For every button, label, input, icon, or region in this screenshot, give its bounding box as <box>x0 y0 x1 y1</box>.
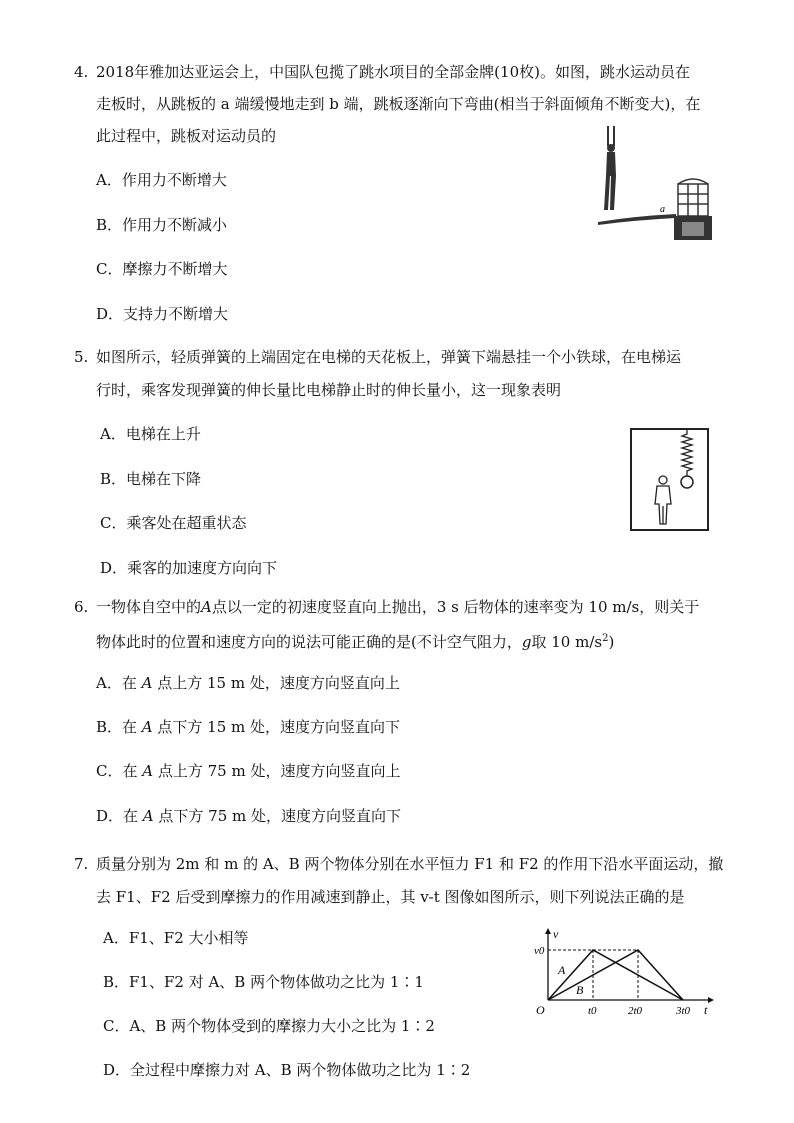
series-a-label: A <box>558 963 566 977</box>
q4-option-a[interactable]: A．作用力不断增大 <box>96 171 227 189</box>
q7-option-a[interactable]: A．F1、F2 大小相等 <box>103 929 249 947</box>
q4-option-b[interactable]: B．作用力不断减小 <box>96 216 228 234</box>
q5-option-b[interactable]: B．电梯在下降 <box>100 470 202 488</box>
elevator-box <box>631 429 708 530</box>
2t0-label: 2t0 <box>628 1005 643 1017</box>
q6-stem-line1: 一物体自空中的A点以一定的初速度竖直向上抛出，3 s 后物体的速率变为 10 m/s，则关于 <box>96 598 700 616</box>
q5-option-a[interactable]: A．电梯在上升 <box>100 425 201 443</box>
q5-stem-line1: 如图所示，轻质弹簧的上端固定在电梯的天花板上，弹簧下端悬挂一个小铁球，在电梯运 <box>96 348 682 366</box>
passenger-icon <box>655 476 671 524</box>
q6-option-d[interactable]: D．在 A 点下方 75 m 处，速度方向竖直向下 <box>96 807 402 825</box>
q7-stem-line2: 去 F1、F2 后受到摩擦力的作用减速到静止，其 v-t 图像如图所示，则下列说法正确的是 <box>96 888 685 906</box>
diving-board <box>598 214 676 225</box>
q4-stem-line1: 2018年雅加达亚运会上，中国队包揽了跳水项目的全部金牌(10枚)。如图，跳水运动员在 <box>96 63 690 81</box>
series-a-line <box>548 950 683 1000</box>
q4-number: 4. <box>74 63 89 81</box>
platform-structure <box>678 179 708 216</box>
origin-label: O <box>536 1003 545 1017</box>
q6-option-c[interactable]: C．在 A 点上方 75 m 处，速度方向竖直向上 <box>96 762 401 780</box>
q6-stem-line2: 物体此时的位置和速度方向的说法可能正确的是(不计空气阻力，g取 10 $m/s^2$) <box>96 633 615 651</box>
elevator-spring-figure <box>630 428 710 532</box>
3t0-label: 3t0 <box>676 1005 691 1017</box>
vt-graph <box>528 926 714 1020</box>
spring-icon <box>682 430 692 476</box>
q4-stem-line2: 走板时，从跳板的 a 端缓慢地走到 b 端，跳板逐渐向下弯曲(相当于斜面倾角不断变大)，在 <box>96 95 701 113</box>
q7-option-b[interactable]: B．F1、F2 对 A、B 两个物体做功之比为 1∶1 <box>103 973 424 991</box>
diver-figure <box>604 126 616 210</box>
diving-board-figure <box>596 124 716 242</box>
q4-option-d[interactable]: D．支持力不断增大 <box>96 305 229 323</box>
t0-label: t0 <box>588 1005 597 1017</box>
t-axis-label: t <box>704 1003 708 1017</box>
v-axis-label: v <box>553 927 559 941</box>
v0-label: v0 <box>534 945 545 957</box>
q4-option-c[interactable]: C．摩擦力不断增大 <box>96 260 228 278</box>
q7-option-c[interactable]: C．A、B 两个物体受到的摩擦力大小之比为 1∶2 <box>103 1017 435 1035</box>
q5-number: 5. <box>74 348 89 366</box>
q6-option-b[interactable]: B．在 A 点下方 15 m 处，速度方向竖直向下 <box>96 718 401 736</box>
q5-option-d[interactable]: D．乘客的加速度方向向下 <box>100 559 278 577</box>
q4-stem-line3: 此过程中，跳板对运动员的 <box>96 127 277 145</box>
q7-number: 7. <box>74 855 89 873</box>
series-b-line <box>548 950 683 1000</box>
board-label-a: a <box>660 204 665 215</box>
q5-stem-line2: 行时，乘客发现弹簧的伸长量比电梯静止时的伸长量小，这一现象表明 <box>96 381 562 399</box>
q7-option-d[interactable]: D．全过程中摩擦力对 A、B 两个物体做功之比为 1∶2 <box>103 1061 471 1079</box>
iron-ball <box>681 476 693 488</box>
q6-option-a[interactable]: A．在 A 点上方 15 m 处，速度方向竖直向上 <box>96 674 400 692</box>
series-b-label: B <box>576 983 584 997</box>
q7-stem-line1: 质量分别为 2m 和 m 的 A、B 两个物体分别在水平恒力 F1 和 F2 的作用下沿水平面运动，撤 <box>96 855 724 873</box>
q5-option-c[interactable]: C．乘客处在超重状态 <box>100 514 247 532</box>
q6-number: 6. <box>74 598 89 616</box>
